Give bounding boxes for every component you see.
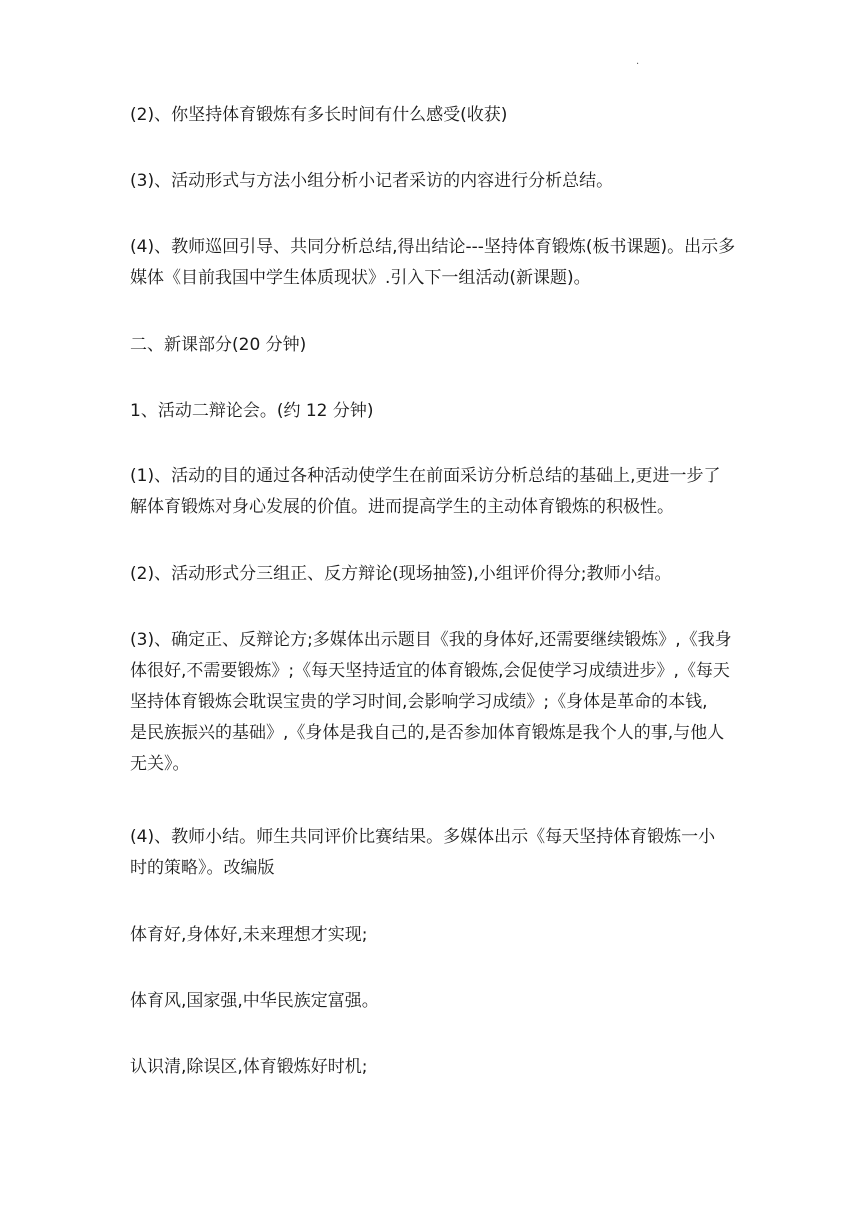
paragraph-format-2 [130, 559, 734, 590]
rhyme-line-1 [130, 920, 734, 951]
text-line: (1)、活动的目的通过各种活动使学生在前面采访分析总结的基础上,更进一步了 [130, 466, 721, 486]
text-line: 无关》。 [130, 754, 190, 774]
text-line: 体很好,不需要锻炼》;《每天坚持适宜的体育锻炼,会促使学习成绩进步》,《每天 [130, 661, 730, 681]
text-line: 体育好,身体好,未来理想才实现; [130, 925, 368, 945]
paragraph-purpose-1 [130, 461, 734, 523]
activity-heading-debate [130, 396, 734, 427]
text-line: 是民族振兴的基础》,《身体是我自己的,是否参加体育锻炼是我个人的事,与他人 [130, 723, 725, 743]
text-line: (4)、教师巡回引导、共同分析总结,得出结论---坚持体育锻炼(板书课题)。出示多 [130, 237, 736, 257]
header-mark: . [636, 56, 640, 67]
rhyme-line-3 [130, 1052, 734, 1083]
text-line: (3)、活动形式与方法小组分析小记者采访的内容进行分析总结。 [130, 171, 614, 191]
section-heading-new-lesson [130, 330, 734, 361]
paragraph-debate-topics-3 [130, 625, 734, 780]
text-line: (2)、你坚持体育锻炼有多长时间有什么感受(收获) [130, 105, 508, 125]
text-line: 解体育锻炼对身心发展的价值。进而提高学生的主动体育锻炼的积极性。 [130, 497, 674, 517]
text-line: (4)、教师小结。师生共同评价比赛结果。多媒体出示《每天坚持体育锻炼一小 [130, 827, 716, 847]
text-line: 1、活动二辩论会。(约 12 分钟) [130, 401, 374, 421]
rhyme-line-2 [130, 986, 734, 1017]
text-line: 时的策略》。改编版 [130, 858, 275, 878]
text-line: (3)、确定正、反辩论方;多媒体出示题目《我的身体好,还需要继续锻炼》,《我身 [130, 630, 732, 650]
text-line: 体育风,国家强,中华民族定富强。 [130, 991, 379, 1011]
text-line: 认识清,除误区,体育锻炼好时机; [130, 1057, 368, 1077]
text-line: 坚持体育锻炼会耽误宝贵的学习时间,会影响学习成绩》;《身体是革命的本钱, [130, 692, 708, 712]
paragraph-conclusion-4 [130, 232, 734, 294]
paragraph-question-2 [130, 100, 734, 131]
text-line: 媒体《目前我国中学生体质现状》.引入下一组活动(新课题)。 [130, 268, 591, 288]
text-line: (2)、活动形式分三组正、反方辩论(现场抽签),小组评价得分;教师小结。 [130, 564, 672, 584]
text-line: 二、新课部分(20 分钟) [130, 335, 307, 355]
paragraph-summary-4 [130, 822, 734, 884]
paragraph-method-3 [130, 166, 734, 197]
